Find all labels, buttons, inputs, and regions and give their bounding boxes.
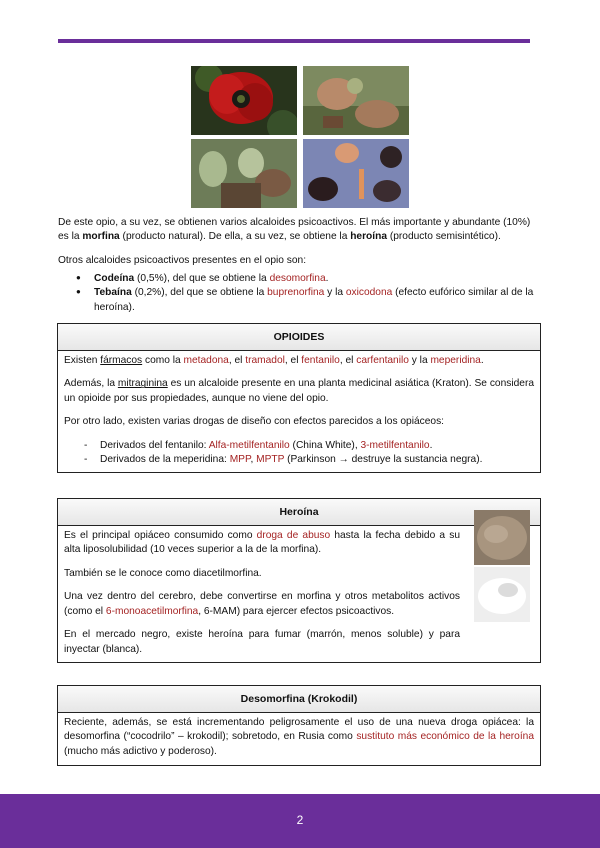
- opioides-box: [57, 323, 541, 473]
- opium-harvest-photo: [303, 66, 409, 135]
- page-number: 2: [296, 813, 304, 827]
- heroina-p1: Es el principal opiáceo consumido como droga de abuso hasta la fecha debido a su alta liposolubilidad (10 veces superior a la de la morfina).: [64, 530, 461, 556]
- designer-drugs-list: [64, 439, 534, 468]
- desomorfina-box: [57, 685, 541, 766]
- list-item: - Derivados de la meperidina: MPP, MPTP (Parkinson → destruye la sustancia negra).: [64, 453, 534, 467]
- poppy-flower-photo: [191, 66, 297, 135]
- heroina-term: heroína: [350, 231, 387, 243]
- heroina-p3: Una vez dentro del cerebro, debe convertirse en morfina y otros metabolitos activos (como el 6-monoacetilmorfina, 6-MAM) para ejercer efectos psicoactivos.: [64, 591, 460, 617]
- heroina-title: Heroína: [58, 499, 540, 526]
- list-item: - Derivados del fentanilo: Alfa-metilfentanilo (China White), 3-metilfentanilo.: [64, 439, 534, 453]
- opioides-p3: Por otro lado, existen varias drogas de diseño con efectos parecidos a los opiáceos:: [64, 416, 444, 428]
- photo-collage: [191, 66, 409, 208]
- morfina-term: morfina: [82, 231, 120, 243]
- opioides-title: OPIOIDES: [58, 324, 540, 351]
- desomorfina-p1: Reciente, además, se está incrementando peligrosamente el uso de una nueva droga opiácea: la desomorfina (“cocodrilo” – krokodil); sobretodo, en Rusia como sustituto más económico de la heroína (mucho más adictivo y poderoso).: [64, 717, 534, 757]
- top-rule: [58, 39, 530, 43]
- opium-product-photo: [303, 139, 409, 208]
- heroina-p4: En el mercado negro, existe heroína para fumar (marrón, menos soluble) y para inyectar (blanca).: [64, 629, 460, 655]
- opioides-p1: Existen fármacos como la metadona, el tramadol, el fentanilo, el carfentanilo y la meperidina.: [64, 355, 484, 366]
- heroina-box: [57, 498, 541, 663]
- intro-paragraph: De este opio, a su vez, se obtienen varios alcaloides psicoactivos. El más importante y abundante (10%) es la morfina (producto natural). De ella, a su vez, se obtiene la heroína (producto semisintético).: [58, 217, 531, 243]
- list-item: ● Tebaína (0,2%), del que se obtiene la buprenorfina y la oxicodona (efecto eufórico similar al de la heroína).: [58, 286, 540, 315]
- desomorfina-title: Desomorfina (Krokodil): [58, 686, 540, 713]
- opioides-p2: Además, la mitraginina es un alcaloide presente en una planta medicinal asiática (Kraton). Se considera un opioide por sus propiedades, aunque no viene del opio.: [64, 378, 535, 404]
- heroin-powder-photo: [474, 510, 530, 622]
- list-item: ● Codeína (0,5%), del que se obtiene la desomorfina.: [58, 272, 540, 286]
- poppy-pods-photo: [191, 139, 297, 208]
- alkaloids-intro: Otros alcaloides psicoactivos presentes en el opio son:: [58, 255, 307, 266]
- heroina-p2: También se le conoce como diacetilmorfina.: [64, 567, 262, 579]
- alkaloid-list: [58, 272, 540, 315]
- footer-bar: [0, 794, 600, 848]
